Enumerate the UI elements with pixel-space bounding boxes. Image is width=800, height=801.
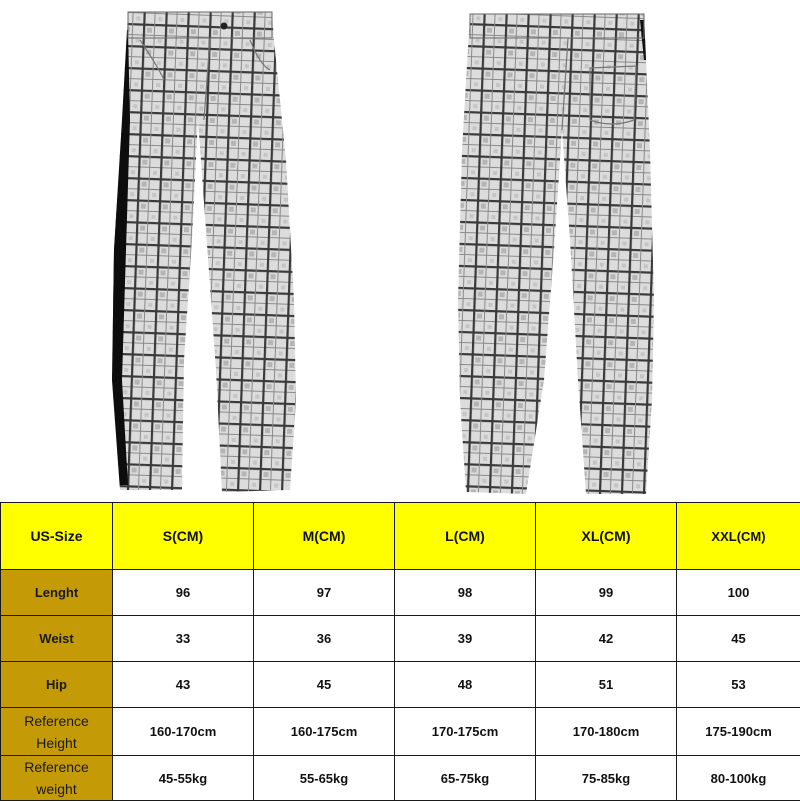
table-cell: 55-65kg: [254, 756, 395, 801]
pants-back-photo: [440, 0, 700, 500]
table-cell: 53: [677, 662, 800, 708]
table-cell: 45: [254, 662, 395, 708]
table-cell: 170-175cm: [395, 708, 536, 756]
table-cell: 45: [677, 616, 800, 662]
table-row-reference-weight: [1, 756, 800, 801]
table-cell: 160-170cm: [113, 708, 254, 756]
size-header-row: [1, 503, 800, 570]
table-cell: 33: [113, 616, 254, 662]
pants-front-photo: [100, 0, 360, 500]
row-label-reference-height: [1, 708, 113, 756]
table-cell: 160-175cm: [254, 708, 395, 756]
table-cell: 51: [536, 662, 677, 708]
table-cell: 75-85kg: [536, 756, 677, 801]
table-cell: 96: [113, 570, 254, 616]
size-header-l: L(CM): [395, 503, 536, 570]
table-row-waist: [1, 616, 800, 662]
table-cell: 39: [395, 616, 536, 662]
table-cell: 36: [254, 616, 395, 662]
row-label-line: Reference: [1, 710, 112, 732]
size-header-m: M(CM): [254, 503, 395, 570]
table-cell: 99: [536, 570, 677, 616]
row-label-length: Lenght: [1, 570, 113, 616]
table-cell: 175-190cm: [677, 708, 800, 756]
table-cell: 170-180cm: [536, 708, 677, 756]
table-cell: 100: [677, 570, 800, 616]
table-cell: 97: [254, 570, 395, 616]
table-cell: 65-75kg: [395, 756, 536, 801]
table-cell: 98: [395, 570, 536, 616]
row-label-line: Height: [1, 732, 112, 754]
table-row-reference-height: [1, 708, 800, 756]
row-label-line: Reference: [1, 756, 112, 778]
us-size-header: US-Size: [1, 503, 113, 570]
row-label-waist: Weist: [1, 616, 113, 662]
table-cell: 42: [536, 616, 677, 662]
row-label-reference-weight: [1, 756, 113, 801]
table-row-hip: [1, 662, 800, 708]
table-cell: 80-100kg: [677, 756, 800, 801]
size-chart-table: [0, 502, 800, 801]
size-header-xxl: XXL(CM): [677, 503, 800, 570]
table-cell: 43: [113, 662, 254, 708]
table-row-length: [1, 570, 800, 616]
row-label-hip: Hip: [1, 662, 113, 708]
row-label-line: weight: [1, 778, 112, 800]
size-header-xl: XL(CM): [536, 503, 677, 570]
size-header-s: S(CM): [113, 503, 254, 570]
table-cell: 48: [395, 662, 536, 708]
table-cell: 45-55kg: [113, 756, 254, 801]
